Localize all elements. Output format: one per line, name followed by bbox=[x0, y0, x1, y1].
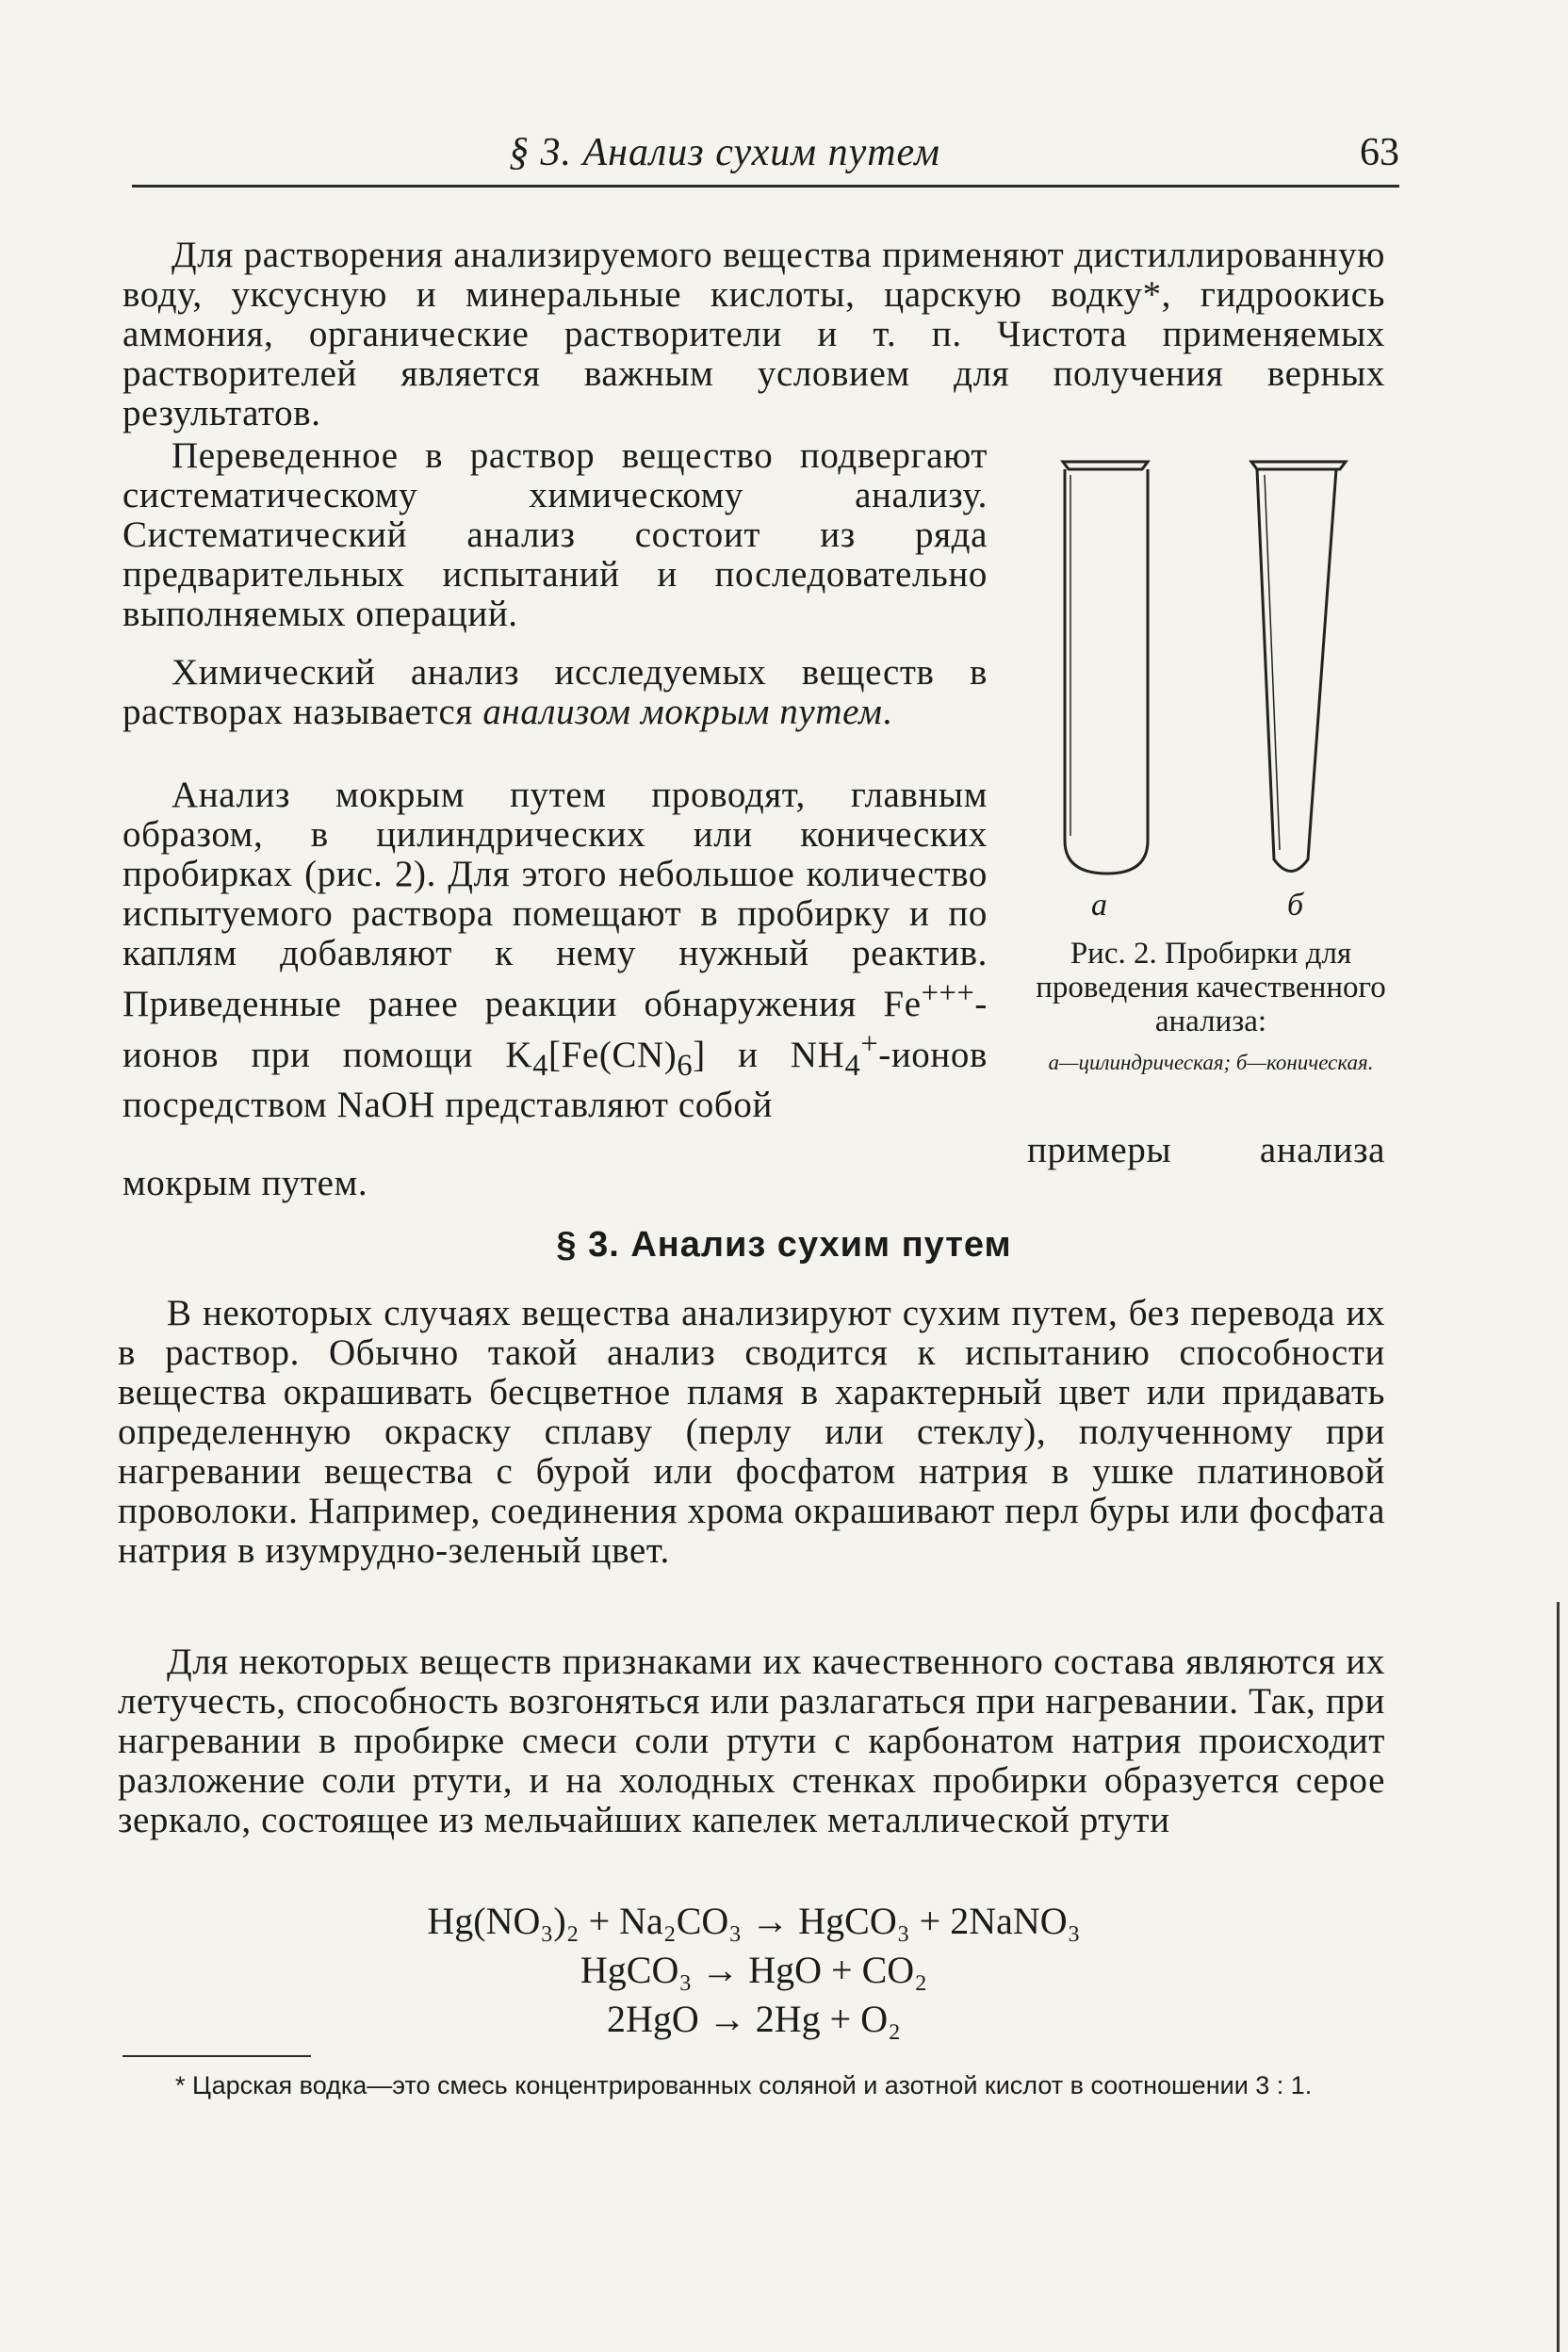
tube-b-rim bbox=[1251, 462, 1346, 469]
paragraph-wet-analysis-definition bbox=[122, 653, 988, 732]
figure-legend: а—цилиндрическая; б—коническая. bbox=[1048, 1051, 1374, 1074]
equation-2: HgCO₃ → HgO + CO₂ bbox=[580, 1949, 928, 1991]
page-number: 63 bbox=[1360, 131, 1399, 174]
footnote: * Царская водка—это смесь концентрированных соляной и азотной кислот в соотношении 3 : 1. bbox=[175, 2071, 1313, 2099]
figure-label-a: а bbox=[1091, 888, 1107, 923]
charge-superscript: + bbox=[860, 1027, 879, 1061]
running-head bbox=[132, 130, 1399, 183]
tube-a-body bbox=[1065, 469, 1148, 874]
footnote-rule bbox=[122, 2055, 311, 2057]
figure-caption: Рис. 2. Пробирки для проведения качественного анализа: bbox=[1036, 937, 1386, 1038]
equation-3: 2HgO → 2Hg + O₂ bbox=[606, 1998, 902, 2040]
header-rule bbox=[132, 185, 1399, 188]
paragraph-volatility: Для некоторых веществ признаками их качественного состава являются их летучесть, способность возгоняться или разлагаться при нагревании. Так, при нагревании в пробирке смеси соли ртути с карбонатом натрия происходит разложение соли ртути, и на холодных стенках пробирки образуется серое зеркало, состоящее из мельчайших капелек металлической ртути bbox=[118, 1642, 1385, 1840]
equation-1: Hg(NO₃)₂ + Na₂CO₃ → HgCO₃ + 2NaNO₃ bbox=[427, 1900, 1081, 1942]
figure-label-b: б bbox=[1287, 888, 1304, 923]
paragraph-wet-analysis-end: мокрым путем. bbox=[122, 1163, 368, 1203]
subscript: 4 bbox=[532, 1048, 549, 1083]
paragraph-solvents: Для растворения анализируемого вещества применяют дистиллированную воду, уксусную и минеральные кислоты, царскую водку*, гидроокись аммония, органические растворители и т. п. Чистота применяемых растворителей является важным условием для получения верных результатов. bbox=[122, 235, 1385, 433]
test-tubes-illustration bbox=[1027, 454, 1395, 906]
text-segment: -ионов при помощи K bbox=[122, 984, 988, 1075]
tube-b-body bbox=[1257, 469, 1336, 872]
figure-test-tubes bbox=[1027, 454, 1395, 1133]
text-segment: ] и NH bbox=[693, 1035, 845, 1075]
text-segment: -ионов посредством NaOH представляют собой bbox=[122, 1035, 988, 1125]
text-segment: . bbox=[882, 692, 892, 732]
text-segment: Анализ мокрым путем проводят, главным образом, в цилиндрических или конических пробирках (рис. 2). Для этого небольшое количество испытуемого раствора помещают в пробирку и по каплям добавляют к нему нужный реактив. Приведенные ранее реакции обнаружения Fe bbox=[122, 775, 988, 1024]
text-segment: [Fe(CN) bbox=[548, 1035, 678, 1075]
term-wet-analysis: анализом мокрым путем bbox=[482, 692, 883, 732]
paragraph-continuation: примеры анализа bbox=[1027, 1130, 1385, 1170]
running-head-title: § 3. Анализ сухим путем bbox=[509, 131, 940, 174]
paragraph-dry-analysis: В некоторых случаях вещества анализируют сухим путем, без перевода их в раствор. Обычно такой анализ сводится к испытанию способности вещества окрашивать бесцветное пламя в характерный цвет или придавать определенную окраску сплаву (перлу или стеклу), полученному при нагревании вещества с бурой или фосфатом натрия в ушке платиновой проволоки. Например, соединения хрома окрашивают перл буры или фосфата натрия в изумрудно-зеленый цвет. bbox=[118, 1293, 1385, 1571]
scan-edge-line bbox=[1557, 1602, 1560, 2352]
paragraph-wet-analysis-method bbox=[122, 776, 988, 1125]
paragraph-systematic-analysis: Переведенное в раствор вещество подвергают систематическому химическому анализу. Систематический анализ состоит из ряда предварительных испытаний и последовательно выполняемых операций. bbox=[122, 435, 988, 634]
text-segment: Химический анализ исследуемых веществ в растворах называется bbox=[122, 652, 988, 732]
charge-superscript: +++ bbox=[921, 976, 975, 1010]
subscript: 6 bbox=[677, 1048, 694, 1083]
subscript: 4 bbox=[844, 1048, 861, 1083]
tube-a-rim bbox=[1063, 462, 1148, 469]
section-heading: § 3. Анализ сухим путем bbox=[556, 1225, 1012, 1265]
